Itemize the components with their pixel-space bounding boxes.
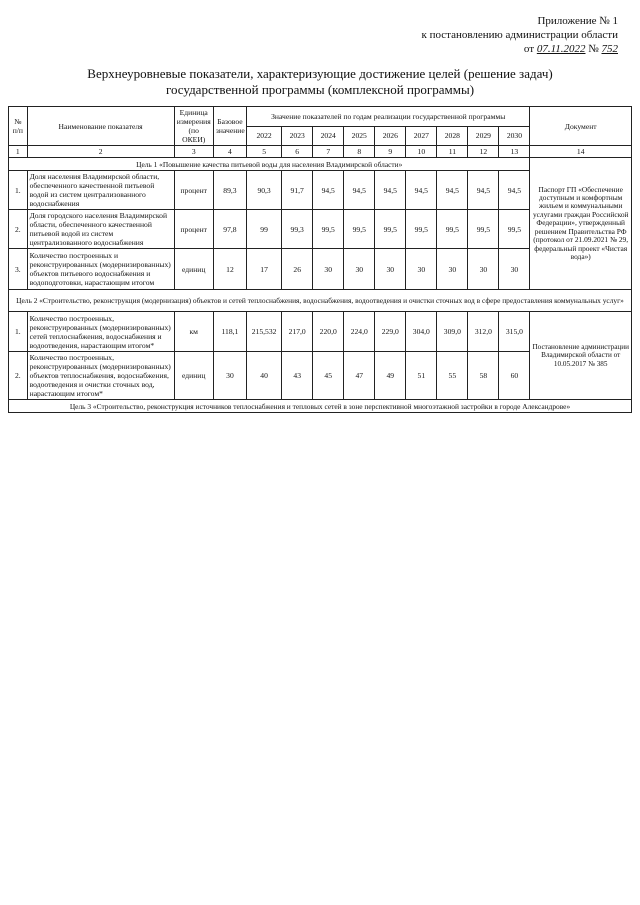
row-value-2027: 30 xyxy=(406,249,437,290)
header-year: 2030 xyxy=(499,126,530,146)
row-value-2027: 51 xyxy=(406,352,437,400)
row-value-2030: 30 xyxy=(499,249,530,290)
document-title xyxy=(20,66,620,98)
column-index: 9 xyxy=(375,146,406,158)
row-value-2027: 304,0 xyxy=(406,312,437,352)
row-num: 1. xyxy=(9,312,28,352)
row-value-2030: 94,5 xyxy=(499,171,530,210)
row-num: 2. xyxy=(9,210,28,249)
table-row xyxy=(9,312,632,352)
header-name: Наименование показателя xyxy=(27,107,174,146)
row-value-2028: 55 xyxy=(437,352,468,400)
column-index-row xyxy=(9,146,632,158)
row-value-2026: 229,0 xyxy=(375,312,406,352)
row-value-2029: 30 xyxy=(468,249,499,290)
row-value-2023: 43 xyxy=(282,352,313,400)
header-num: № п/п xyxy=(9,107,28,146)
row-value-2030: 99,5 xyxy=(499,210,530,249)
header-year: 2022 xyxy=(247,126,282,146)
row-base: 12 xyxy=(213,249,246,290)
row-name: Количество построенных, реконструированных (модернизированных) сетей теплоснабжения, водоснабжения и водоотведения, нарастающим итогом* xyxy=(27,312,174,352)
goal-1-document: Паспорт ГП «Обеспечение доступным и комфортным жильем и коммунальными услугами граждан Российской Федерации», утвержденный решением Правительства РФ (протокол от 21.09.2021 № 29, федеральный проект «Чистая вода») xyxy=(530,158,632,290)
appendix-header xyxy=(318,14,618,56)
row-unit: процент xyxy=(174,210,213,249)
number-prefix: № xyxy=(588,43,599,55)
header-year: 2026 xyxy=(375,126,406,146)
row-base: 118,1 xyxy=(213,312,246,352)
resolution-number: 752 xyxy=(601,43,618,55)
row-value-2022: 17 xyxy=(247,249,282,290)
header-document: Документ xyxy=(530,107,632,146)
row-value-2025: 224,0 xyxy=(344,312,375,352)
header-year: 2029 xyxy=(468,126,499,146)
row-unit: единиц xyxy=(174,352,213,400)
title-line-2: государственной программы (комплексной программы) xyxy=(165,82,475,97)
header-row-1 xyxy=(9,107,632,127)
row-name: Доля городского населения Владимирской области, обеспеченного качественной питьевой водой из систем централизованного водоснабжения xyxy=(27,210,174,249)
column-index: 1 xyxy=(9,146,28,158)
row-num: 1. xyxy=(9,171,28,210)
column-index: 2 xyxy=(27,146,174,158)
header-year: 2028 xyxy=(437,126,468,146)
column-index: 3 xyxy=(174,146,213,158)
row-value-2023: 91,7 xyxy=(282,171,313,210)
row-value-2029: 94,5 xyxy=(468,171,499,210)
row-value-2025: 99,5 xyxy=(344,210,375,249)
column-index: 13 xyxy=(499,146,530,158)
row-value-2024: 99,5 xyxy=(313,210,344,249)
row-value-2024: 220,0 xyxy=(313,312,344,352)
column-index: 7 xyxy=(313,146,344,158)
goal-1-row xyxy=(9,158,632,171)
goal-2-row xyxy=(9,290,632,312)
goal-2-document: Постановление администрации Владимирской области от 10.05.2017 № 385 xyxy=(530,312,632,400)
column-index: 4 xyxy=(213,146,246,158)
row-value-2027: 94,5 xyxy=(406,171,437,210)
row-value-2027: 99,5 xyxy=(406,210,437,249)
header-year: 2027 xyxy=(406,126,437,146)
row-value-2026: 99,5 xyxy=(375,210,406,249)
row-name: Количество построенных, реконструированных (модернизированных) объектов теплоснабжения, водоснабжения, водоотведения и очистки сточных вод, нарастающим итогом* xyxy=(27,352,174,400)
row-name: Количество построенных и реконструированных (модернизированных) объектов питьевого водоснабжения и водоподготовки, нарастающим итогом xyxy=(27,249,174,290)
header-base: Базовое значение xyxy=(213,107,246,146)
resolution-date-line xyxy=(318,42,618,56)
row-base: 30 xyxy=(213,352,246,400)
column-index: 5 xyxy=(247,146,282,158)
row-num: 3. xyxy=(9,249,28,290)
row-value-2029: 99,5 xyxy=(468,210,499,249)
row-value-2030: 315,0 xyxy=(499,312,530,352)
resolution-date: 07.11.2022 xyxy=(536,43,586,55)
column-index: 12 xyxy=(468,146,499,158)
header-year: 2025 xyxy=(344,126,375,146)
row-value-2026: 30 xyxy=(375,249,406,290)
row-value-2022: 40 xyxy=(247,352,282,400)
row-base: 97,8 xyxy=(213,210,246,249)
row-unit: км xyxy=(174,312,213,352)
row-value-2028: 99,5 xyxy=(437,210,468,249)
row-unit: процент xyxy=(174,171,213,210)
resolution-line: к постановлению администрации области xyxy=(421,29,618,41)
row-name: Доля населения Владимирской области, обеспеченного качественной питьевой водой из систем централизованного водоснабжения xyxy=(27,171,174,210)
row-value-2024: 94,5 xyxy=(313,171,344,210)
indicators-table xyxy=(8,106,632,413)
header-unit: Единица измерения (по ОКЕИ) xyxy=(174,107,213,146)
row-base: 89,3 xyxy=(213,171,246,210)
row-value-2026: 49 xyxy=(375,352,406,400)
row-value-2025: 94,5 xyxy=(344,171,375,210)
goal-3-row xyxy=(9,400,632,413)
header-year: 2024 xyxy=(313,126,344,146)
row-unit: единиц xyxy=(174,249,213,290)
row-value-2030: 60 xyxy=(499,352,530,400)
header-year: 2023 xyxy=(282,126,313,146)
column-index: 10 xyxy=(406,146,437,158)
column-index: 6 xyxy=(282,146,313,158)
column-index: 11 xyxy=(437,146,468,158)
column-index: 14 xyxy=(530,146,632,158)
row-value-2022: 215,532 xyxy=(247,312,282,352)
row-value-2025: 47 xyxy=(344,352,375,400)
header-years-group: Значение показателей по годам реализации государственной программы xyxy=(247,107,530,127)
date-prefix: от xyxy=(523,43,535,55)
row-value-2023: 26 xyxy=(282,249,313,290)
row-value-2022: 90,3 xyxy=(247,171,282,210)
row-value-2026: 94,5 xyxy=(375,171,406,210)
goal-2-title: Цель 2 «Строительство, реконструкция (модернизация) объектов и сетей теплоснабжения, водоснабжения, водоотведения и очистки сточных вод в сфере предоставления коммунальных услуг» xyxy=(9,290,632,312)
goal-3-title: Цель 3 «Строительство, реконструкция источников теплоснабжения и тепловых сетей в зоне перспективной многоэтажной застройки в городе Александрове» xyxy=(9,400,632,413)
appendix-label: Приложение № 1 xyxy=(537,15,618,27)
row-value-2028: 30 xyxy=(437,249,468,290)
row-value-2025: 30 xyxy=(344,249,375,290)
row-value-2024: 45 xyxy=(313,352,344,400)
row-num: 2. xyxy=(9,352,28,400)
title-line-1: Верхнеуровневые показатели, характеризующие достижение целей (решение задач) xyxy=(87,66,553,81)
row-value-2022: 99 xyxy=(247,210,282,249)
row-value-2023: 217,0 xyxy=(282,312,313,352)
goal-1-title: Цель 1 «Повышение качества питьевой воды для населения Владимирской области» xyxy=(9,158,530,171)
row-value-2023: 99,3 xyxy=(282,210,313,249)
row-value-2029: 312,0 xyxy=(468,312,499,352)
row-value-2028: 94,5 xyxy=(437,171,468,210)
row-value-2028: 309,0 xyxy=(437,312,468,352)
row-value-2029: 58 xyxy=(468,352,499,400)
column-index: 8 xyxy=(344,146,375,158)
row-value-2024: 30 xyxy=(313,249,344,290)
